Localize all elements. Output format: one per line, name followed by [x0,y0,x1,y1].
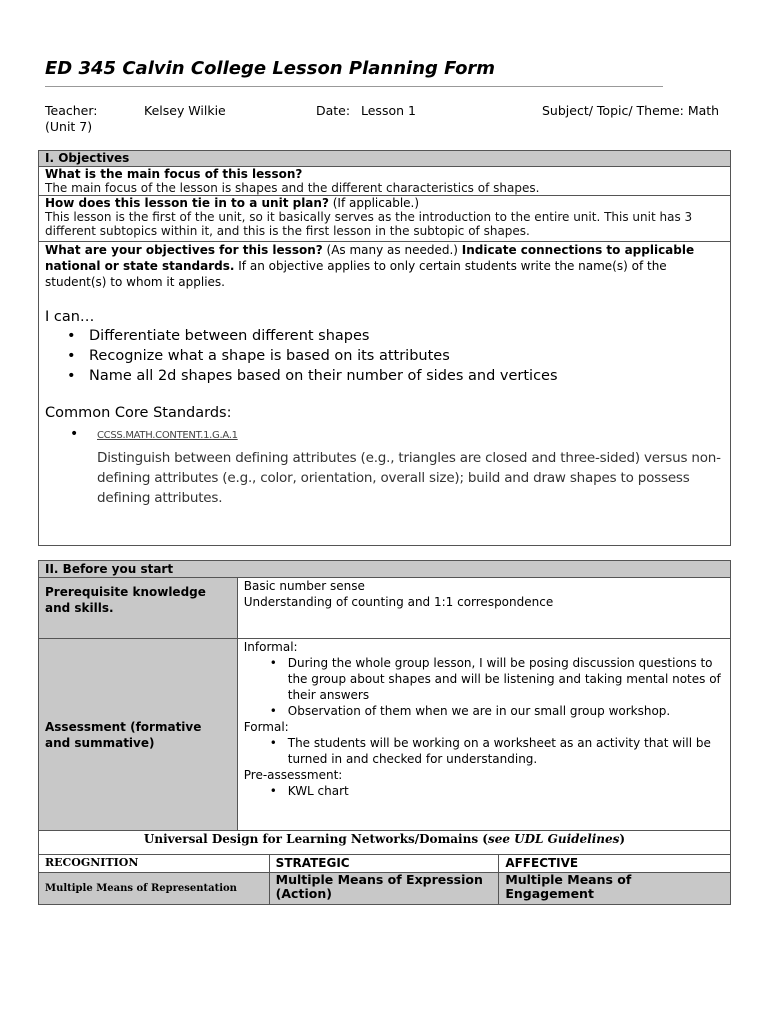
formal-list [268,735,724,767]
assessment-label: Assessment (formative and summative) [39,639,238,831]
ccs-heading: Common Core Standards: [45,405,232,421]
prereq-content [237,578,730,639]
teacher-label: Teacher: [45,103,98,118]
standard-item [65,428,724,508]
objectives-tail: If an objective applies to only certain students write the name(s) of the student(s) to whom it applies. [45,259,667,289]
informal-label: Informal: [243,640,298,654]
prereq-line: Understanding of counting and 1:1 correspondence [243,595,554,609]
title-rule [45,86,663,87]
objectives-cell [39,242,731,546]
teacher-value: Kelsey Wilkie [144,103,226,118]
main-focus-answer: The main focus of the lesson is shapes and the different characteristics of shapes. [45,181,540,195]
before-start-table [38,560,731,905]
meta-info [45,103,725,135]
informal-list [268,655,724,719]
subject-label: Subject/ Topic/ Theme: Math [542,103,720,118]
udl-col-affective: AFFECTIVE [499,855,731,873]
list-item: • During the whole group lesson, I will be posing discussion questions to the group about shapes and will be listening and taking mental notes of their answers [268,655,724,703]
subject-continuation: (Unit 7) [45,119,93,134]
list-item: • Recognize what a shape is based on its attributes [65,346,724,366]
udl-heading [39,831,731,855]
main-focus-question: What is the main focus of this lesson? [45,167,303,181]
standard-text: Distinguish between defining attributes (e.g., triangles are closed and three-sided) versus non-defining attributes (e.g., color, orientation, overall size); build and draw shapes to possess defining attributes. [97,450,721,506]
unit-plan-question: How does this lesson tie in to a unit plan? [45,196,329,210]
formal-label: Formal: [243,720,289,734]
pre-assessment-list [268,783,724,799]
list-item: • Observation of them when we are in our small group workshop. [268,703,724,719]
udl-col-strategic: STRATEGIC [269,855,499,873]
prereq-line: Basic number sense [243,579,365,593]
objectives-table [38,150,731,546]
ican-heading: I can… [45,309,95,325]
list-item: • KWL chart [268,783,724,799]
list-item: • Name all 2d shapes based on their number of sides and vertices [65,366,724,386]
assessment-content [237,639,730,831]
udl-guidelines-ref: see UDL Guidelines [487,832,620,846]
objectives-header: I. Objectives [39,151,731,167]
unit-plan-answer: This lesson is the first of the unit, so it basically serves as the introduction to the entire unit. This unit has 3 different subtopics within it, and this is the first lesson in the subtopic of shapes. [45,210,693,238]
udl-representation: Multiple Means of Representation [39,873,270,905]
objectives-question: What are your objectives for this lesson? [45,243,323,257]
udl-expression: Multiple Means of Expression (Action) [269,873,499,905]
list-item: • The students will be working on a worksheet as an activity that will be turned in and checked for understanding. [268,735,724,767]
date-value: Lesson 1 [361,103,416,118]
objectives-note: (As many as needed.) [322,243,462,257]
list-item: • Differentiate between different shapes [65,326,724,346]
date-label: Date: [316,103,351,118]
standard-code-link[interactable]: • CCSS.MATH.CONTENT.1.G.A.1 [97,430,238,441]
unit-plan-cell [39,196,731,242]
udl-heading-close: ) [619,832,626,846]
ican-list [65,326,724,386]
prereq-label: Prerequisite knowledge and skills. [39,578,238,639]
udl-engagement: Multiple Means of Engagement [499,873,731,905]
document-title: ED 345 Calvin College Lesson Planning Form [45,58,496,79]
unit-plan-note: (If applicable.) [328,196,420,210]
main-focus-cell [39,167,731,196]
before-start-header: II. Before you start [39,561,731,578]
pre-assessment-label: Pre-assessment: [243,768,343,782]
udl-heading-text: Universal Design for Learning Networks/Domains ( [143,832,488,846]
objectives-standards-prompt: Indicate connections to applicable national or state standards. [45,243,695,273]
udl-col-recognition: RECOGNITION [39,855,270,873]
